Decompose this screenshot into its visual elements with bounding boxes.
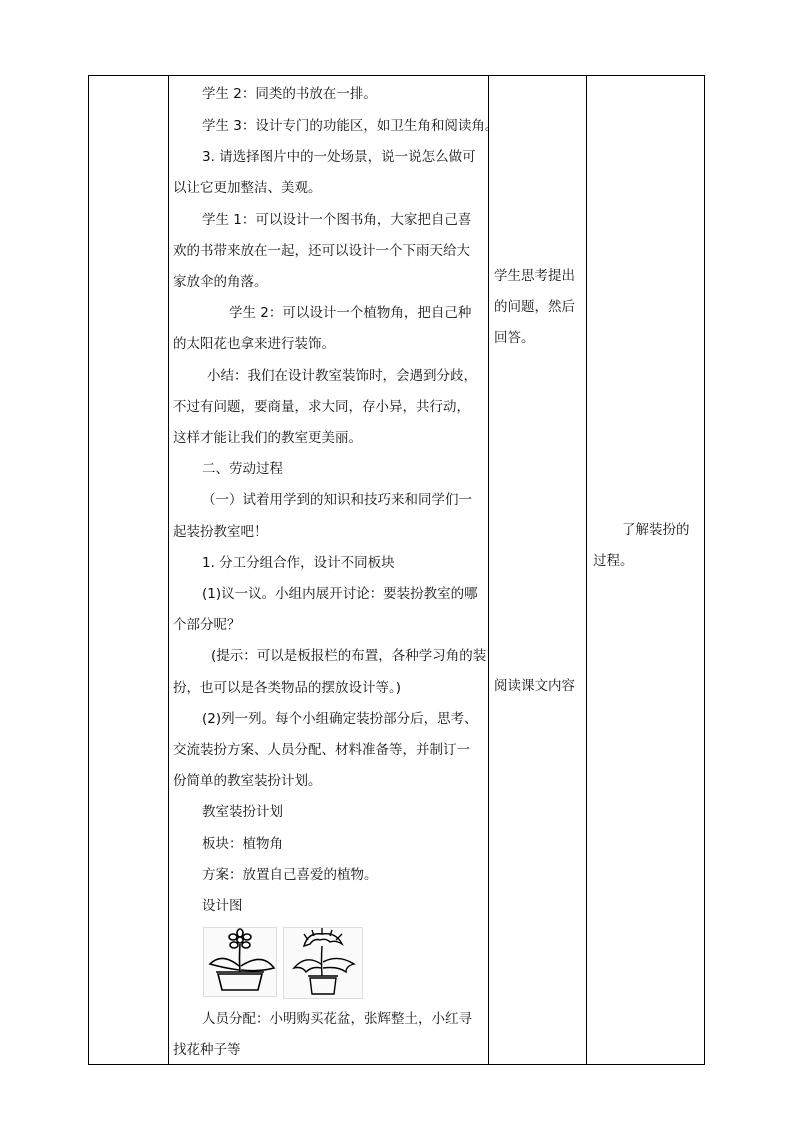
text-line: 板块：植物角	[202, 836, 283, 852]
text-line: 过程。	[593, 553, 634, 569]
text-line: 起装扮教室吧！	[173, 524, 268, 540]
text-line: (1)议一议。小组内展开讨论：要装扮教室的哪	[202, 586, 478, 602]
text-line: (提示：可以是板报栏的布置，各种学习角的装	[211, 648, 487, 664]
text-line: 的问题，然后	[494, 299, 575, 315]
text-line: 找花种子等	[173, 1042, 241, 1058]
table-row	[89, 76, 705, 1065]
text-line: 以让它更加整洁、美观。	[173, 180, 322, 196]
design-intent-cell	[587, 76, 705, 1065]
text-line: 份简单的教室装扮计划。	[173, 773, 322, 789]
student-activity-cell	[489, 76, 587, 1065]
text-line: 不过有问题，要商量，求大同，存小异，共行动，	[173, 399, 470, 415]
text-line: 个部分呢？	[173, 617, 241, 633]
section-heading: 二、劳动过程	[202, 461, 283, 477]
text-line: （一）试着用学到的知识和技巧来和同学们一	[202, 492, 472, 508]
text-line: 1. 分工分组合作，设计不同板块	[202, 555, 395, 571]
text-line: 家放伞的角落。	[173, 274, 268, 290]
text-line: 设计图	[202, 898, 243, 914]
text-line: 3. 请选择图片中的一处场景，说一说怎么做可	[202, 149, 476, 165]
lesson-plan-table	[88, 75, 705, 1065]
chrysanthemum-pot-image	[283, 927, 363, 999]
text-line: 的太阳花也拿来进行装饰。	[173, 336, 335, 352]
text-line: 这样才能让我们的教室更美丽。	[173, 430, 362, 446]
teaching-content-cell	[169, 76, 499, 1065]
text-line: 学生思考提出	[494, 268, 575, 284]
text-line: 阅读课文内容	[494, 678, 575, 694]
text-line: 扮，也可以是各类物品的摆放设计等。)	[173, 680, 402, 696]
text-line: 小结：我们在设计教室装饰时，会遇到分歧，	[207, 368, 477, 384]
text-line: 学生 1：可以设计一个图书角，大家把自己喜	[202, 212, 472, 228]
design-images	[203, 927, 363, 997]
text-line: 人员分配：小明购买花盆，张辉整土，小红寻	[202, 1011, 472, 1027]
empty-column-cell	[89, 76, 169, 1065]
text-line: 回答。	[494, 330, 535, 346]
text-line: 学生 2：同类的书放在一排。	[202, 86, 377, 102]
text-line: 交流装扮方案、人员分配、材料准备等，并制订一	[173, 742, 470, 758]
text-line: 学生 3：设计专门的功能区，如卫生角和阅读角。	[202, 118, 499, 134]
text-line: 了解装扮的	[622, 522, 690, 538]
text-line: 欢的书带来放在一起，还可以设计一个下雨天给大	[173, 243, 470, 259]
text-line: 方案：放置自己喜爱的植物。	[202, 867, 378, 883]
plan-title: 教室装扮计划	[202, 804, 283, 820]
flower-pot-image	[203, 927, 277, 997]
text-line: (2)列一列。每个小组确定装扮部分后，思考、	[202, 711, 478, 727]
text-line: 学生 2：可以设计一个植物角，把自己种	[229, 305, 472, 321]
